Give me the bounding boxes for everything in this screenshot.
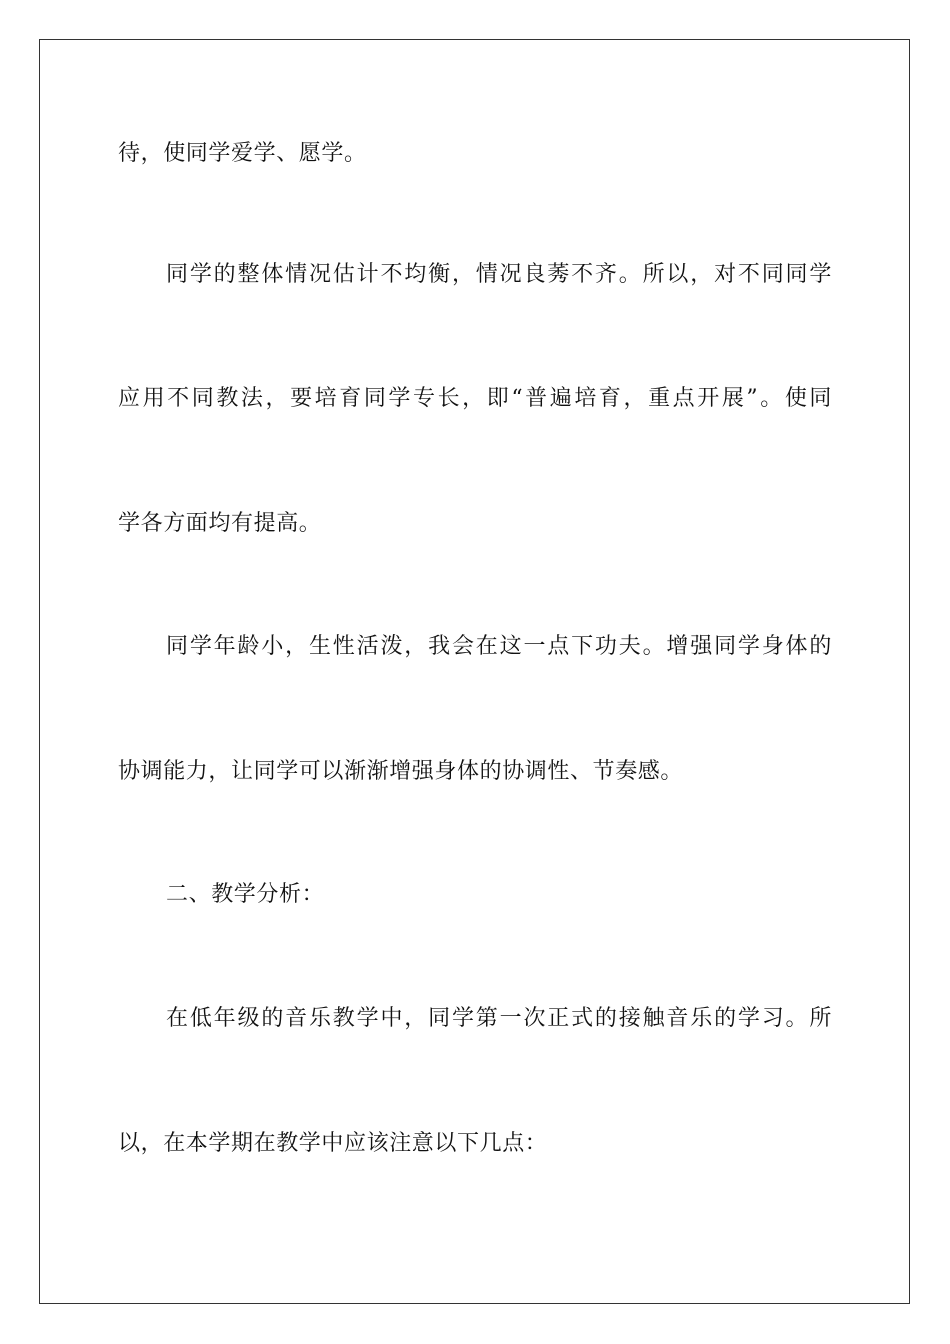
text-line: 同学年龄小，生性活泼，我会在这一点下功夫。增强同学身体的 [166,634,832,659]
text-line: 在低年级的音乐教学中，同学第一次正式的接触音乐的学习。所 [166,1006,832,1031]
text-line: 协调能力，让同学可以渐渐增强身体的协调性、节奏感。 [118,759,684,784]
text-line: 学各方面均有提高。 [118,511,322,536]
page-border [39,39,910,1304]
text-line: 待，使同学爱学、愿学。 [118,141,367,166]
text-line: 以，在本学期在教学中应该注意以下几点： [118,1131,548,1156]
text-line: 应用不同教法，要培育同学专长，即“普遍培育，重点开展”。使同 [118,386,832,411]
text-line: 同学的整体情况估计不均衡，情况良莠不齐。所以，对不同同学 [166,262,832,287]
section-heading: 二、教学分析： [166,882,325,907]
